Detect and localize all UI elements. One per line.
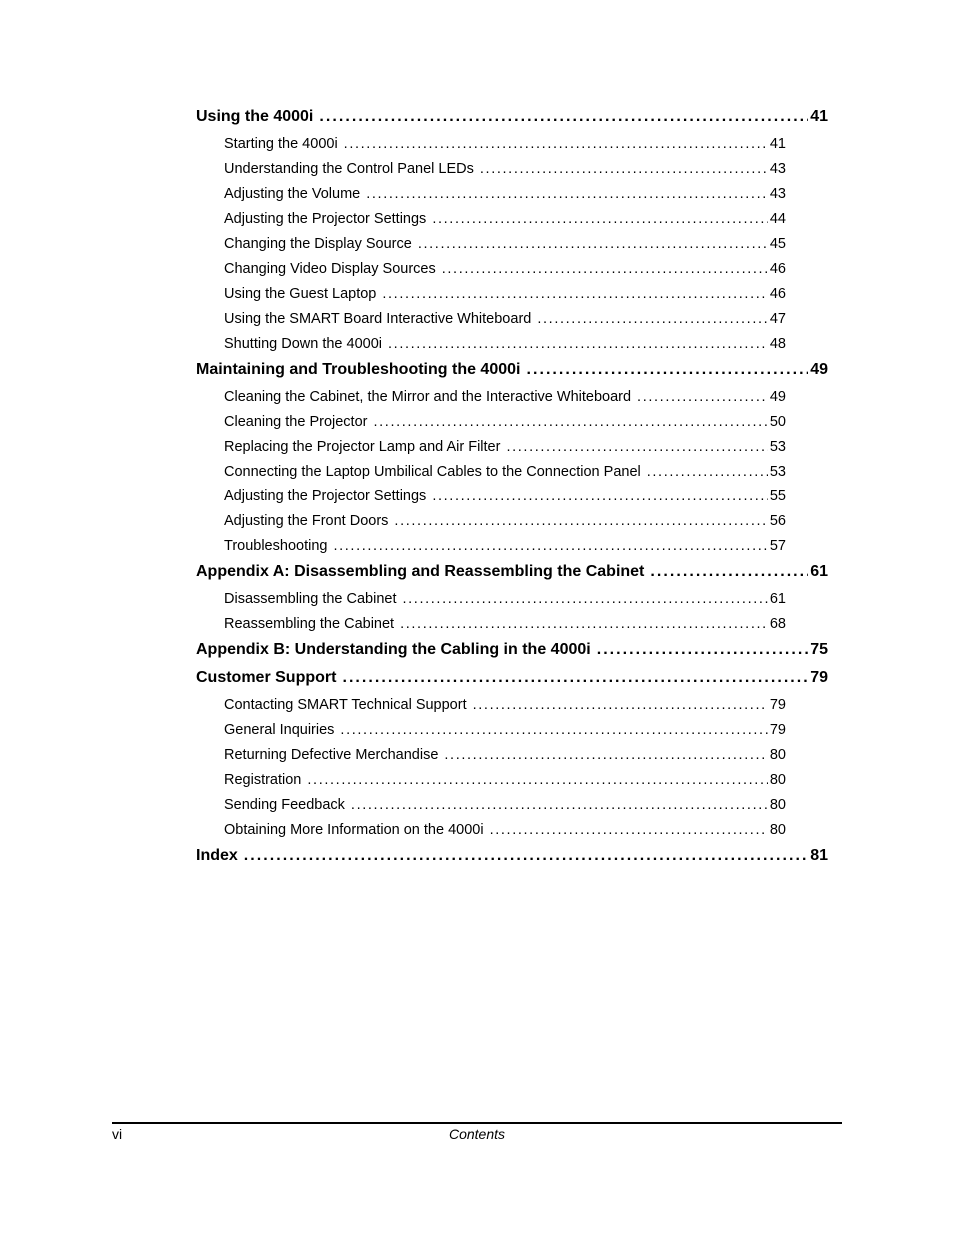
footer-page-number: vi — [112, 1126, 123, 1142]
toc-entry-title: Maintaining and Troubleshooting the 4000i — [196, 361, 521, 378]
toc-entry-page: 45 — [769, 236, 786, 252]
dot-leader — [307, 772, 767, 788]
toc-entry-page: 46 — [769, 286, 786, 302]
toc-entry-title: Troubleshooting — [224, 538, 328, 554]
dot-leader — [344, 136, 768, 152]
toc-entry-page: 80 — [769, 797, 786, 813]
dot-leader — [597, 641, 809, 659]
toc-entry-page: 44 — [769, 211, 786, 227]
toc-entry-title: Reassembling the Cabinet — [224, 616, 395, 632]
toc-entry-title: Appendix B: Understanding the Cabling in the 4000i — [196, 641, 591, 658]
dot-leader — [473, 697, 768, 713]
toc-entry-page: 68 — [769, 616, 786, 632]
toc-entry-page: 43 — [769, 161, 786, 177]
toc-entry-page: 50 — [769, 414, 786, 430]
toc-entry-title: Obtaining More Information on the 4000i — [224, 822, 484, 838]
toc-section[interactable] — [224, 161, 786, 177]
toc-entry-title: Changing the Display Source — [224, 236, 412, 252]
toc-entry-title: Replacing the Projector Lamp and Air Filter — [224, 439, 501, 455]
toc-entry-title: Sending Feedback — [224, 797, 345, 813]
toc-entry-title: Changing Video Display Sources — [224, 261, 436, 277]
dot-leader — [418, 236, 768, 252]
toc-entry-page: 57 — [769, 538, 786, 554]
toc-entry-page: 47 — [769, 311, 786, 327]
toc-section[interactable] — [224, 722, 786, 738]
dot-leader — [244, 847, 808, 865]
footer-section-name: Contents — [448, 1126, 506, 1142]
toc-section[interactable] — [224, 822, 786, 838]
dot-leader — [490, 822, 768, 838]
toc-entry-page: 49 — [810, 361, 828, 378]
toc-entry-page: 79 — [769, 722, 786, 738]
toc-entry-page: 80 — [769, 747, 786, 763]
toc-entry-page: 49 — [769, 389, 786, 405]
toc-chapter-appendix-b[interactable] — [196, 641, 828, 659]
toc-entry-title: Shutting Down the 4000i — [224, 336, 382, 352]
toc-entry-page: 41 — [810, 108, 828, 125]
toc-entry-title: Customer Support — [196, 669, 337, 686]
dot-leader — [506, 439, 767, 455]
toc-entry-title: Understanding the Control Panel LEDs — [224, 161, 474, 177]
dot-leader — [400, 616, 768, 632]
toc-entry-page: 61 — [769, 591, 786, 607]
toc-entry-title: Index — [196, 847, 238, 864]
dot-leader — [537, 311, 768, 327]
toc-entry-title: Disassembling the Cabinet — [224, 591, 397, 607]
toc-chapter-customer-support[interactable] — [196, 669, 828, 687]
toc-entry-page: 41 — [769, 136, 786, 152]
dot-leader — [351, 797, 768, 813]
toc-chapter-using[interactable] — [196, 108, 828, 126]
toc-entry-title: Adjusting the Volume — [224, 186, 361, 202]
dot-leader — [319, 108, 808, 126]
dot-leader — [444, 747, 767, 763]
toc-section[interactable] — [224, 336, 786, 352]
toc-entry-page: 80 — [769, 772, 786, 788]
toc-entry-page: 43 — [769, 186, 786, 202]
toc-entry-title: Adjusting the Projector Settings — [224, 488, 427, 504]
toc-entry-page: 81 — [810, 847, 828, 864]
dot-leader — [650, 563, 808, 581]
toc-entry-title: Using the Guest Laptop — [224, 286, 377, 302]
toc-section[interactable] — [224, 513, 786, 529]
toc-entry-title: Cleaning the Cabinet, the Mirror and the Interactive Whiteboard — [224, 389, 632, 405]
toc-entry-page: 46 — [769, 261, 786, 277]
dot-leader — [340, 722, 767, 738]
dot-leader — [432, 488, 768, 504]
dot-leader — [342, 669, 808, 687]
dot-leader — [388, 336, 768, 352]
footer-divider — [112, 1122, 842, 1124]
toc-section[interactable] — [224, 211, 786, 227]
toc-chapter-maintaining[interactable] — [196, 361, 828, 379]
dot-leader — [402, 591, 767, 607]
toc-section[interactable] — [224, 772, 786, 788]
toc-entry-title: Adjusting the Front Doors — [224, 513, 389, 529]
toc-section[interactable] — [224, 311, 786, 327]
toc-entry-page: 79 — [810, 669, 828, 686]
dot-leader — [373, 414, 767, 430]
toc-entry-page: 79 — [769, 697, 786, 713]
toc-entry-page: 55 — [769, 488, 786, 504]
toc-section[interactable] — [224, 236, 786, 252]
dot-leader — [647, 464, 768, 480]
toc-entry-title: Returning Defective Merchandise — [224, 747, 439, 763]
toc-entry-title: Appendix A: Disassembling and Reassembling the Cabinet — [196, 563, 645, 580]
dot-leader — [366, 186, 768, 202]
toc-entry-page: 53 — [769, 439, 786, 455]
dot-leader — [480, 161, 768, 177]
toc-entry-title: Using the SMART Board Interactive Whiteboard — [224, 311, 532, 327]
toc-entry-page: 75 — [810, 641, 828, 658]
toc-section[interactable] — [224, 439, 786, 455]
toc-entry-title: Starting the 4000i — [224, 136, 338, 152]
toc-entry-title: Contacting SMART Technical Support — [224, 697, 467, 713]
toc-entry-title: Connecting the Laptop Umbilical Cables to the Connection Panel — [224, 464, 641, 480]
toc-section[interactable] — [224, 697, 786, 713]
toc-entry-page: 61 — [810, 563, 828, 580]
toc-section[interactable] — [224, 186, 786, 202]
toc-section[interactable] — [224, 414, 786, 430]
dot-leader — [394, 513, 767, 529]
dot-leader — [442, 261, 768, 277]
dot-leader — [333, 538, 767, 554]
toc-section[interactable] — [224, 464, 786, 480]
toc-chapter-appendix-a[interactable] — [196, 563, 828, 581]
toc-section[interactable] — [224, 286, 786, 302]
toc-entry-title: Using the 4000i — [196, 108, 314, 125]
toc-entry-title: Cleaning the Projector — [224, 414, 368, 430]
dot-leader — [637, 389, 768, 405]
toc-section[interactable] — [224, 136, 786, 152]
toc-section[interactable] — [224, 797, 786, 813]
toc-section[interactable] — [224, 591, 786, 607]
toc-section[interactable] — [224, 488, 786, 504]
dot-leader — [432, 211, 768, 227]
toc-section[interactable] — [224, 616, 786, 632]
toc-entry-page: 48 — [769, 336, 786, 352]
toc-entry-page: 53 — [769, 464, 786, 480]
toc-entry-title: General Inquiries — [224, 722, 335, 738]
dot-leader — [526, 361, 808, 379]
toc-entry-page: 80 — [769, 822, 786, 838]
toc-section[interactable] — [224, 389, 786, 405]
dot-leader — [382, 286, 768, 302]
toc-section[interactable] — [224, 261, 786, 277]
toc-section[interactable] — [224, 538, 786, 554]
toc-section[interactable] — [224, 747, 786, 763]
toc-entry-title: Adjusting the Projector Settings — [224, 211, 427, 227]
toc-chapter-index[interactable] — [196, 847, 828, 865]
toc-entry-page: 56 — [769, 513, 786, 529]
toc-entry-title: Registration — [224, 772, 302, 788]
